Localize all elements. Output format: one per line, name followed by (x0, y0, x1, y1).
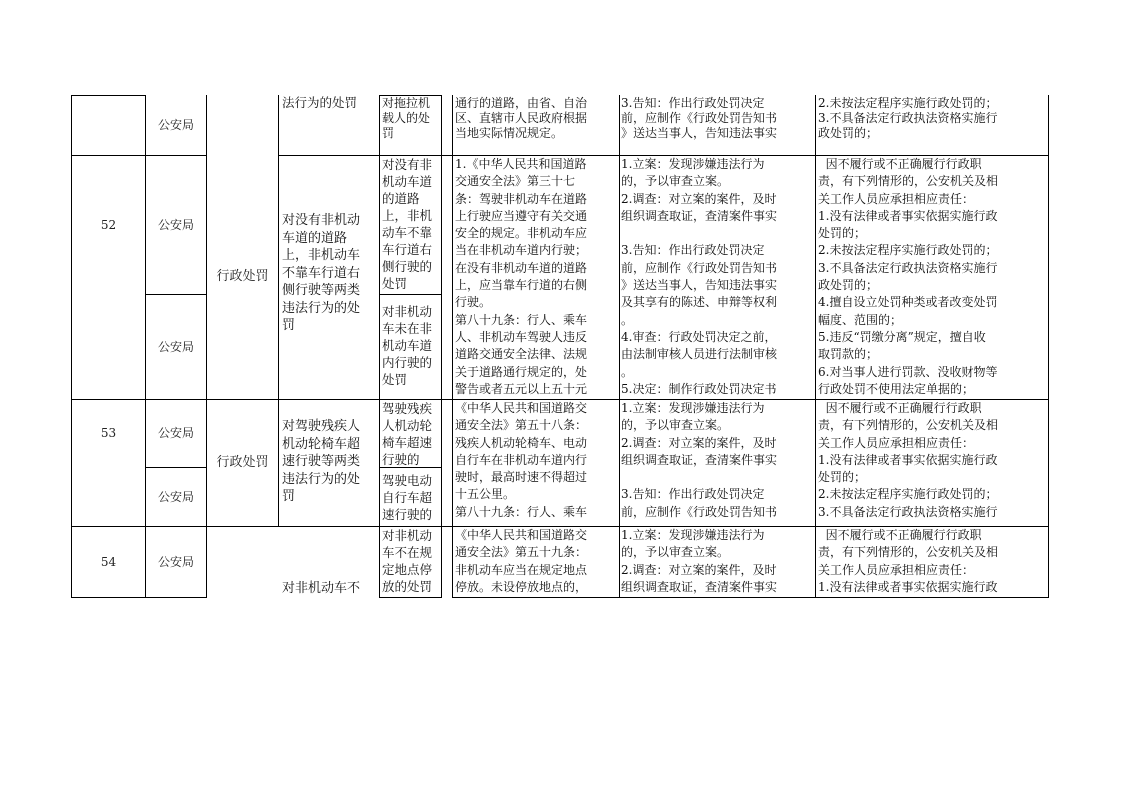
process-line: 。 (621, 312, 634, 327)
liability-line: 处罚的； (818, 226, 867, 241)
sub-item-line: 侧行驶的 (382, 259, 433, 274)
process-line: 。 (621, 364, 634, 379)
basis-line: 十五公里。 (455, 487, 516, 502)
basis-line: 《中华人民共和国道路交 (455, 401, 588, 415)
process-line: 由法制审核人员进行法制审核 (621, 347, 778, 362)
liability-line: 政处罚的； (818, 125, 879, 140)
process-line: 及其享有的陈述、申辩等权利 (621, 295, 778, 310)
liability-line: 责，有下列情形的，公安机关及相 (818, 418, 999, 433)
sub-item-line: 机动车道 (382, 174, 433, 189)
table-col-divider (619, 95, 620, 598)
basis-line: 非机动车应当在规定地点 (455, 562, 588, 577)
item-name-line: 违法行为的处 (282, 300, 361, 316)
liability-line: 幅度、范围的； (818, 312, 903, 327)
liability-line: 1.没有法律或者事实依据实施行政 (818, 452, 998, 467)
basis-line: 上，应当靠车行道的右侧 (455, 278, 588, 293)
sub-item-line: 内行驶的 (382, 355, 433, 370)
table-cell-dept (146, 96, 206, 155)
sub-item-line: 对拖拉机 (382, 96, 431, 110)
table-cell-process (621, 96, 814, 155)
table-cell-sub-item (382, 472, 440, 525)
basis-line: 第八十九条：行人、乘车 (455, 312, 588, 327)
item-name-line: 机动轮椅车超 (282, 436, 361, 452)
item-name-line: 侧行驶等两类 (282, 283, 361, 298)
dept-text: 公安局 (157, 489, 194, 504)
table-cell-process (621, 156, 814, 399)
sub-item-line: 自行车超 (382, 490, 433, 505)
liability-line: 因不履行或不正确履行行政职 (818, 157, 982, 171)
sub-item-line: 处罚 (382, 372, 408, 387)
basis-line: 交通安全法》第三十七 (455, 174, 576, 189)
table-col-divider (815, 95, 816, 598)
table-cell-process (621, 400, 814, 526)
process-line: 1.立案：发现涉嫌违法行为 (621, 401, 765, 415)
process-line: 3.告知：作出行政处罚决定 (621, 243, 765, 258)
table-cell-item-name (282, 418, 378, 525)
item-name-text: 法行为的处罚 (282, 96, 358, 110)
liability-line: 5.违反“罚缴分离”规定，擅自收 (818, 329, 986, 344)
item-name-line: 对没有非机动 (282, 213, 361, 228)
sub-item-line: 定地点停 (382, 562, 433, 577)
dept-text: 公安局 (157, 217, 194, 232)
process-line: 的，予以审查立案。 (621, 418, 730, 433)
table-border-right (1048, 95, 1049, 598)
liability-line: 责，有下列情形的，公安机关及相 (818, 174, 999, 189)
process-line: 的，予以审查立案。 (621, 545, 730, 560)
item-name-line: 对非机动车不 (282, 581, 361, 596)
table-cell-item-name (282, 96, 378, 155)
process-line: 2.调查：对立案的案件，及时 (621, 435, 777, 450)
liability-line: 处罚的； (818, 470, 867, 485)
basis-line: 人、非机动车驾驶人违反 (455, 329, 588, 344)
process-line: 2.调查：对立案的案件，及时 (621, 562, 777, 577)
table-row-divider (379, 467, 442, 468)
basis-line: 区、直辖市人民政府根据 (455, 110, 588, 125)
table-border-bottom (452, 597, 1049, 598)
process-line: 5.决定：制作行政处罚决定书 (621, 381, 777, 396)
sub-item-line: 驾驶残疾 (382, 401, 433, 416)
seq-text: 53 (100, 426, 117, 441)
basis-line: 在没有非机动车道的道路 (455, 260, 588, 275)
basis-line: 当地实际情况规定。 (455, 125, 564, 140)
table-cell-sub-item (382, 303, 440, 398)
basis-line: 警告或者五元以上五十元 (455, 381, 588, 396)
table-cell-basis (455, 400, 618, 526)
sub-item-line: 机动车道 (382, 338, 433, 353)
basis-line: 第八十九条：行人、乘车 (455, 504, 588, 519)
table-col-divider (441, 95, 442, 598)
table-cell-dept (146, 400, 206, 467)
table-cell-action-type (207, 400, 278, 526)
table-col-divider (278, 95, 279, 155)
sub-item-line: 车行道右 (382, 242, 433, 257)
liability-line: 1.没有法律或者事实依据实施行政 (818, 208, 998, 223)
item-name-line: 罚 (282, 489, 296, 504)
table-row-divider (71, 95, 146, 96)
basis-line: 上行驶应当遵守有关交通 (455, 208, 588, 223)
liability-line: 2.未按法定程序实施行政处罚的； (818, 96, 998, 110)
sub-item-line: 载人的处 (382, 110, 431, 125)
liability-line: 3.不具备法定行政执法资格实施行 (818, 110, 998, 125)
item-name-line: 罚 (282, 318, 296, 333)
process-line: 2.调查：对立案的案件，及时 (621, 191, 777, 206)
basis-line: 通行的道路，由省、自治 (455, 96, 588, 110)
table-col-divider (379, 155, 380, 399)
table-cell-dept (146, 527, 206, 597)
basis-line: 通安全法》第五十九条： (455, 545, 588, 560)
table-cell-sub-item (382, 527, 440, 597)
table-cell-sub-item (382, 156, 440, 294)
table-cell-action-type (207, 156, 278, 399)
liability-line: 因不履行或不正确履行行政职 (818, 528, 982, 542)
sub-item-line: 对非机动 (382, 304, 433, 319)
sub-item-line: 行驶的 (382, 452, 420, 467)
process-line: 1.立案：发现涉嫌违法行为 (621, 528, 765, 542)
process-line: 3.告知：作出行政处罚决定 (621, 487, 765, 502)
liability-line: 因不履行或不正确履行行政职 (818, 401, 982, 415)
table-cell-liability (818, 96, 1047, 155)
liability-line: 行政处罚不使用法定单据的； (818, 381, 975, 396)
basis-line: 当在非机动车道内行驶； (455, 243, 588, 258)
table-cell-sub-item (382, 96, 440, 155)
table-border-bottom (71, 597, 207, 598)
liability-line: 关工作人员应承担相应责任： (818, 562, 975, 577)
sub-item-line: 椅车超速 (382, 435, 433, 450)
process-line: 3.告知：作出行政处罚决定 (621, 96, 765, 110)
process-line: 》送达当事人，告知违法事实 (621, 278, 778, 293)
table-col-divider (278, 399, 279, 526)
table-col-divider (379, 526, 380, 598)
liability-line: 3.不具备法定行政执法资格实施行 (818, 504, 998, 519)
basis-line: 行驶。 (455, 295, 492, 310)
table-cell-basis (455, 527, 618, 597)
process-line: 4.审查：行政处罚决定之前， (621, 329, 777, 344)
sub-item-line: 的道路 (382, 191, 420, 206)
table-col-divider (379, 95, 380, 155)
table-cell-process (621, 527, 814, 597)
sub-item-line: 速行驶的 (382, 507, 433, 522)
sub-item-line: 处罚 (382, 276, 408, 291)
sub-item-line: 上，非机 (382, 208, 433, 223)
item-name-line: 车道的道路 (282, 230, 348, 246)
liability-line: 关工作人员应承担相应责任： (818, 191, 975, 206)
process-line: 前，应制作《行政处罚告知书 (621, 504, 778, 519)
basis-line: 残疾人机动轮椅车、电动 (455, 435, 588, 450)
action-type-text: 行政处罚 (216, 454, 269, 470)
process-line: 组织调查取证，查清案件事实 (621, 208, 778, 223)
liability-line: 3.不具备法定行政执法资格实施行 (818, 260, 998, 275)
table-cell-basis (455, 156, 618, 399)
basis-line: 自行车在非机动车道内行 (455, 452, 588, 467)
process-line: 前，应制作《行政处罚告知书 (621, 110, 778, 125)
table-cell-liability (818, 156, 1047, 399)
table-row-divider (379, 294, 442, 295)
liability-line: 关工作人员应承担相应责任： (818, 435, 975, 450)
table-cell-seq (72, 400, 145, 467)
basis-line: 条：驾驶非机动车在道路 (455, 191, 588, 206)
process-line: 前，应制作《行政处罚告知书 (621, 260, 778, 275)
liability-line: 取罚款的； (818, 347, 879, 362)
table-col-divider (278, 155, 279, 399)
liability-line: 2.未按法定程序实施行政处罚的； (818, 243, 998, 258)
basis-line: 驶时，最高时速不得超过 (455, 470, 588, 485)
basis-line: 《中华人民共和国道路交 (455, 528, 588, 542)
sub-item-line: 人机动轮 (382, 418, 433, 433)
liability-line: 2.未按法定程序实施行政处罚的； (818, 487, 998, 502)
sub-item-line: 车未在非 (382, 321, 433, 336)
basis-line: 安全的规定。非机动车应 (455, 226, 588, 241)
liability-line: 4.擅自设立处罚种类或者改变处罚 (818, 295, 998, 310)
sub-item-line: 放的处罚 (382, 579, 433, 594)
table-cell-liability (818, 400, 1047, 526)
table-col-divider (452, 95, 453, 598)
seq-text: 54 (100, 554, 117, 569)
liability-line: 1.没有法律或者事实依据实施行政 (818, 579, 998, 594)
dept-text: 公安局 (157, 118, 194, 133)
table-border-bottom (379, 597, 442, 598)
item-name-line: 不靠车行道右 (282, 265, 361, 281)
liability-line: 责，有下列情形的，公安机关及相 (818, 545, 999, 560)
table-cell-item-name (282, 212, 378, 398)
dept-text: 公安局 (157, 339, 194, 354)
process-line: 组织调查取证，查清案件事实 (621, 452, 778, 467)
table-cell-dept (146, 156, 206, 294)
item-name-line: 上，非机动车 (282, 248, 361, 263)
process-line: 的，予以审查立案。 (621, 174, 730, 189)
dept-text: 公安局 (157, 554, 194, 569)
basis-line: 通安全法》第五十八条： (455, 418, 588, 433)
seq-text: 52 (100, 217, 117, 232)
basis-line: 道路交通安全法律、法规 (455, 347, 588, 362)
action-type-text: 行政处罚 (216, 269, 269, 285)
sub-item-line: 对没有非 (382, 157, 433, 172)
process-line (621, 225, 814, 242)
basis-line: 关于道路通行规定的，处 (455, 364, 588, 379)
item-name-line: 速行驶等两类 (282, 454, 361, 469)
liability-line: 6.对当事人进行罚款、没收财物等 (818, 364, 998, 379)
process-line (621, 469, 814, 486)
item-name-line: 违法行为的处 (282, 471, 361, 487)
process-line: 》送达当事人，告知违法事实 (621, 125, 778, 140)
dept-text: 公安局 (157, 426, 194, 441)
sub-item-line: 车不在规 (382, 545, 433, 560)
sub-item-line: 驾驶电动 (382, 473, 433, 488)
process-line: 组织调查取证，查清案件事实 (621, 579, 778, 594)
table-cell-basis (455, 96, 618, 155)
table-col-divider (379, 399, 380, 526)
process-line: 1.立案：发现涉嫌违法行为 (621, 157, 765, 171)
basis-line: 1.《中华人民共和国道路 (455, 157, 587, 171)
table-cell-liability (818, 527, 1047, 597)
table-cell-seq (72, 156, 145, 294)
sub-item-line: 动车不靠 (382, 225, 433, 240)
liability-line: 政处罚的； (818, 278, 879, 293)
sub-item-line: 罚 (382, 125, 395, 140)
table-cell-item-name (282, 580, 378, 598)
table-cell-dept (146, 468, 206, 526)
sub-item-line: 对非机动 (382, 528, 433, 543)
table-cell-dept (146, 295, 206, 399)
table-cell-sub-item (382, 400, 440, 467)
basis-line: 停放。未设停放地点的， (455, 579, 588, 594)
item-name-line: 对驾驶残疾人 (282, 419, 361, 434)
table-cell-seq (72, 527, 145, 597)
